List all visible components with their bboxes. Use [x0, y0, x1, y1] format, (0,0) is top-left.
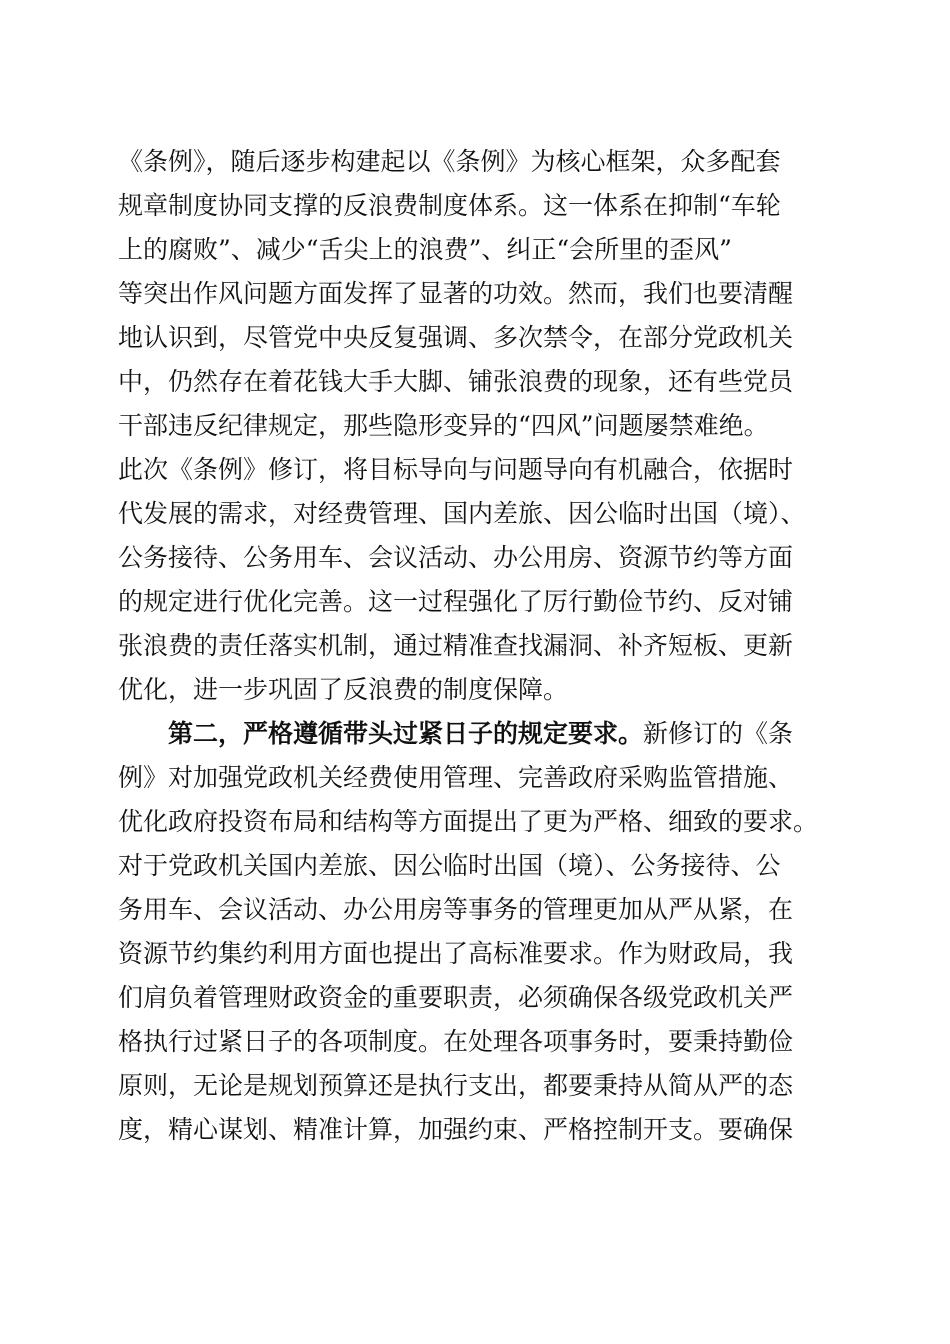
paragraph-2-line: 度，精心谋划、精准计算，加强约束、严格控制开支。要确保	[118, 1115, 794, 1144]
paragraph-2-line: 例》对加强党政机关经费使用管理、完善政府采购监管措施、	[118, 763, 794, 792]
paragraph-1-line: 优化，进一步巩固了反浪费的制度保障。	[118, 675, 569, 704]
paragraph-1-line: 中，仍然存在着花钱大手大脚、铺张浪费的现象，还有些党员	[118, 367, 794, 396]
paragraph-2-line: 优化政府投资布局和结构等方面提出了更为严格、细致的要求。	[118, 807, 819, 836]
paragraph-2-first-line-rest: 新修订的《条	[643, 719, 794, 748]
paragraph-1-line: 上的腐败”、减少“舌尖上的浪费”、纠正“会所里的歪风”	[118, 235, 732, 264]
paragraph-1-line: 的规定进行优化完善。这一过程强化了厉行勤俭节约、反对铺	[118, 587, 794, 616]
paragraph-1-line: 张浪费的责任落实机制，通过精准查找漏洞、补齐短板、更新	[118, 631, 794, 660]
document-body	[118, 140, 838, 1152]
paragraph-1-line: 等突出作风问题方面发挥了显著的功效。然而，我们也要清醒	[118, 279, 794, 308]
paragraph-2-line: 原则，无论是规划预算还是执行支出，都要秉持从简从严的态	[118, 1071, 794, 1100]
paragraph-2-line: 格执行过紧日子的各项制度。在处理各项事务时，要秉持勤俭	[118, 1027, 794, 1056]
paragraph-1-line: 《条例》，随后逐步构建起以《条例》为核心框架，众多配套	[118, 147, 781, 176]
paragraph-2-line: 们肩负着管理财政资金的重要职责，必须确保各级党政机关严	[118, 983, 794, 1012]
paragraph-2-heading: 第二，严格遵循带头过紧日子的规定要求。	[168, 719, 644, 748]
paragraph-2-line: 务用车、会议活动、办公用房等事务的管理更加从严从紧，在	[118, 895, 794, 924]
paragraph-2-line: 资源节约集约利用方面也提出了高标准要求。作为财政局，我	[118, 939, 794, 968]
paragraph-1-line: 此次《条例》修订，将目标导向与问题导向有机融合，依据时	[118, 455, 794, 484]
paragraph-1-line: 规章制度协同支撑的反浪费制度体系。这一体系在抑制“车轮	[118, 191, 781, 220]
paragraph-1-line: 干部违反纪律规定，那些隐形变异的“四风”问题屡禁难绝。	[118, 411, 769, 440]
paragraph-1-line: 地认识到，尽管党中央反复强调、多次禁令，在部分党政机关	[118, 323, 794, 352]
paragraph-2-first-line	[118, 712, 838, 756]
paragraph-2-line: 对于党政机关国内差旅、因公临时出国（境）、公务接待、公	[118, 851, 781, 880]
paragraph-1-line: 代发展的需求，对经费管理、国内差旅、因公临时出国（境）、	[118, 499, 806, 528]
paragraph-1-line: 公务接待、公务用车、会议活动、办公用房、资源节约等方面	[118, 543, 794, 572]
